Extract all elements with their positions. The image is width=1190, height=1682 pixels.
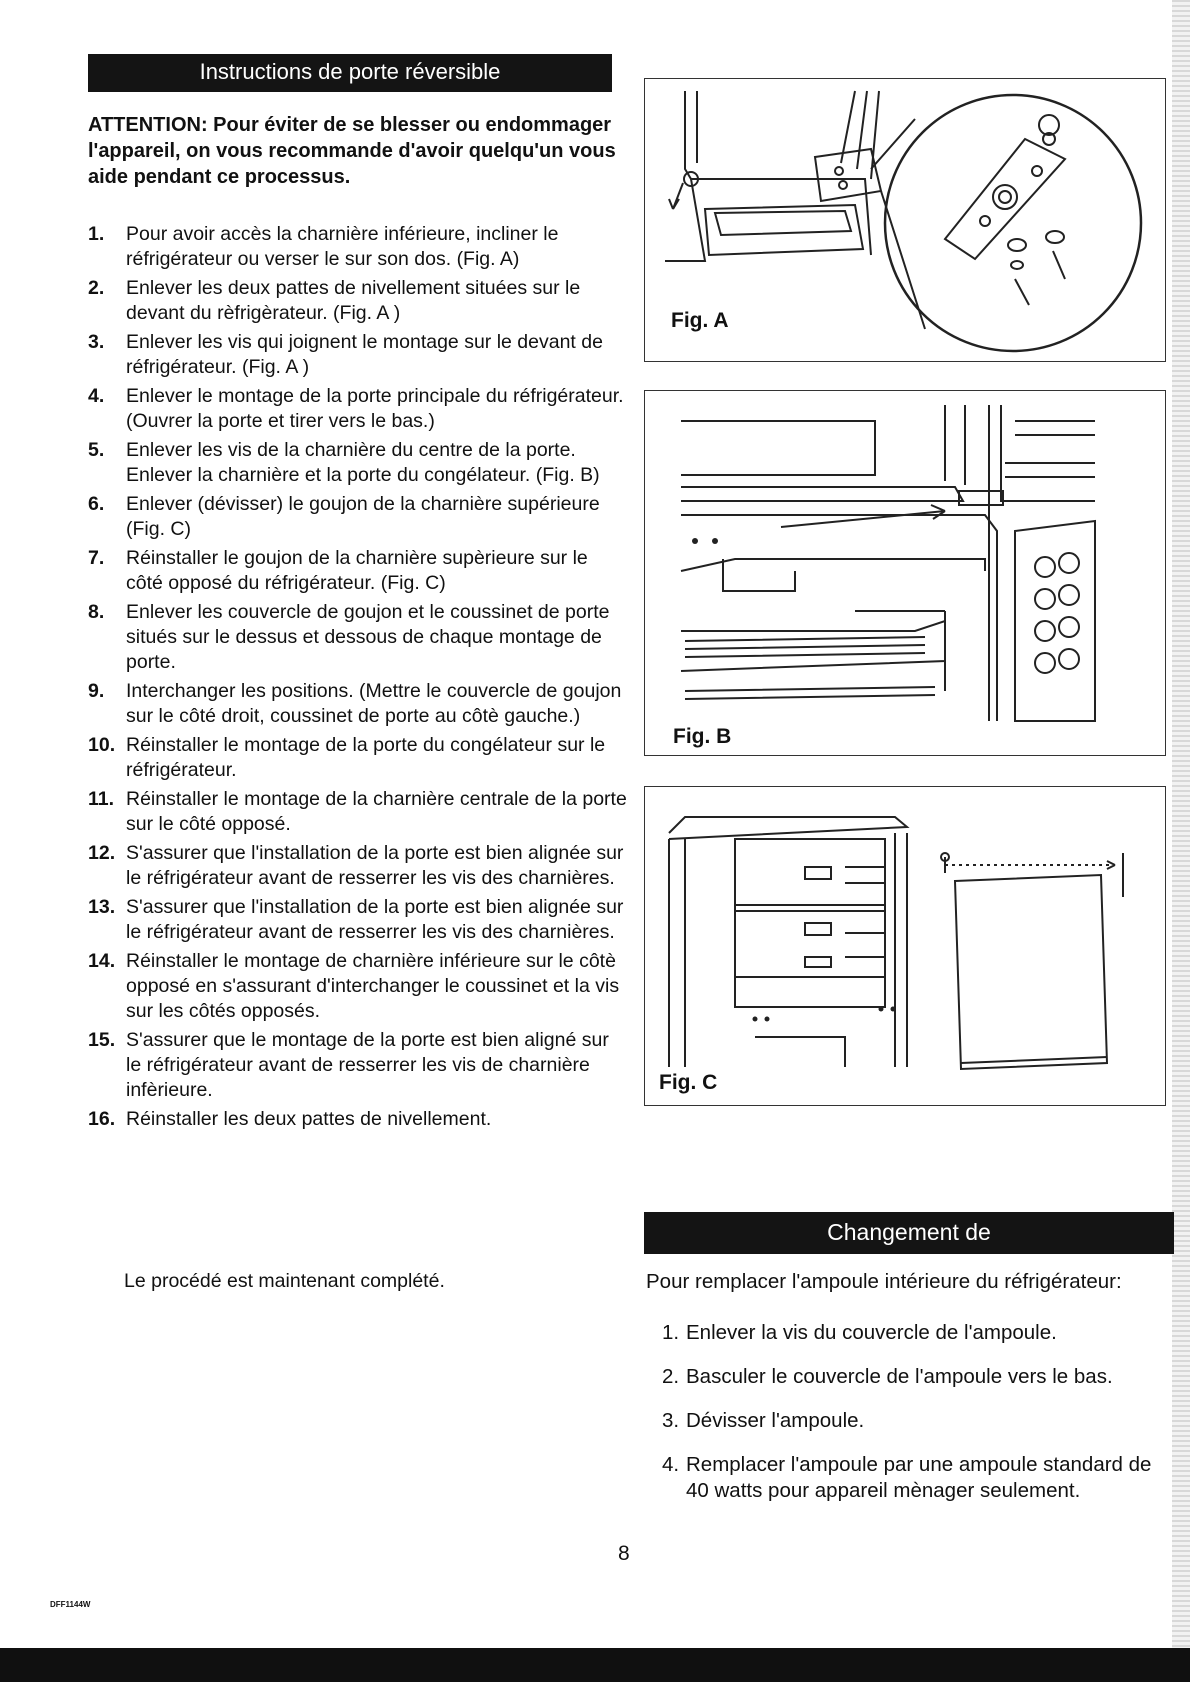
- list-item: [662, 1320, 1174, 1346]
- list-item: [88, 733, 628, 783]
- step-text: Enlever le montage de la porte principale du réfrigérateur. (Ouvrer la porte et tirer vers le bas.): [126, 385, 624, 432]
- list-item: [88, 438, 628, 488]
- list-item: [662, 1408, 1174, 1434]
- step-text: S'assurer que le montage de la porte est bien aligné sur le réfrigérateur avant de resserrer les vis de charnière infèrieure.: [126, 1029, 609, 1101]
- bulb-steps-list: [662, 1320, 1174, 1522]
- figure-a: [644, 78, 1166, 362]
- list-item: [88, 600, 628, 675]
- section-header-bulb: Changement de: [644, 1212, 1174, 1254]
- bulb-intro: Pour remplacer l'ampoule intérieure du réfrigérateur:: [646, 1270, 1122, 1293]
- step-number: 8.: [88, 601, 105, 623]
- page-number: 8: [618, 1542, 630, 1565]
- list-item: [88, 1028, 628, 1103]
- step-number: 9.: [88, 680, 105, 702]
- step-number: 16.: [88, 1108, 116, 1130]
- list-item: [662, 1364, 1174, 1390]
- list-item: [88, 1107, 628, 1132]
- step-number: 10.: [88, 734, 116, 756]
- list-item: [88, 546, 628, 596]
- step-text: Enlever les vis de la charnière du centre de la porte. Enlever la charnière et la porte du congélateur. (Fig. B): [126, 439, 600, 486]
- step-number: 5.: [88, 439, 105, 461]
- list-item: [88, 276, 628, 326]
- section-header-reversible-door: Instructions de porte réversible: [88, 54, 612, 92]
- step-number: 7.: [88, 547, 105, 569]
- step-number: 3.: [662, 1409, 680, 1432]
- list-item: [88, 787, 628, 837]
- step-text: Enlever la vis du couvercle de l'ampoule.: [686, 1321, 1057, 1344]
- step-text: Enlever les deux pattes de nivellement situées sur le devant du rèfrigèrateur. (Fig. A ): [126, 277, 581, 324]
- step-text: Réinstaller les deux pattes de nivellement.: [126, 1108, 492, 1130]
- step-number: 1.: [88, 223, 105, 245]
- step-text: Enlever les couvercle de goujon et le coussinet de porte situés sur le dessus et dessous de chaque montage de porte.: [126, 601, 610, 673]
- step-text: S'assurer que l'installation de la porte est bien alignée sur le réfrigérateur avant de resserrer les vis des charnières.: [126, 896, 624, 943]
- door-steps-list: [88, 222, 628, 1136]
- list-item: [88, 679, 628, 729]
- completion-note: Le procédé est maintenant complété.: [124, 1270, 445, 1292]
- list-item: [88, 895, 628, 945]
- step-text: Réinstaller le goujon de la charnière supèrieure sur le côté opposé du réfrigérateur. (Fig. C): [126, 547, 588, 594]
- step-text: S'assurer que l'installation de la porte est bien alignée sur le réfrigérateur avant de resserrer les vis des charnières.: [126, 842, 624, 889]
- step-number: 15.: [88, 1029, 116, 1051]
- list-item: [88, 841, 628, 891]
- step-number: 2.: [88, 277, 105, 299]
- step-number: 13.: [88, 896, 116, 918]
- step-text: Pour avoir accès la charnière inférieure, incliner le réfrigérateur ou verser le sur son dos. (Fig. A): [126, 223, 559, 270]
- step-number: 6.: [88, 493, 105, 515]
- list-item: [88, 492, 628, 542]
- step-text: Enlever (dévisser) le goujon de la charnière supérieure (Fig. C): [126, 493, 600, 540]
- list-item: [88, 330, 628, 380]
- figure-b-drawing: [645, 391, 1165, 755]
- step-text: Remplacer l'ampoule par une ampoule standard de 40 watts pour appareil mènager seulement.: [686, 1453, 1152, 1502]
- figure-a-label: Fig. A: [671, 309, 729, 332]
- step-text: Enlever les vis qui joignent le montage sur le devant de réfrigérateur. (Fig. A ): [126, 331, 603, 378]
- list-item: [88, 222, 628, 272]
- figure-c-drawing: [645, 787, 1165, 1105]
- step-number: 2.: [662, 1365, 680, 1388]
- figure-b: [644, 390, 1166, 756]
- figure-b-label: Fig. B: [673, 725, 732, 748]
- step-text: Réinstaller le montage de la porte du congélateur sur le réfrigérateur.: [126, 734, 606, 781]
- step-number: 1.: [662, 1321, 680, 1344]
- step-number: 4.: [662, 1453, 680, 1476]
- attention-warning: ATTENTION: Pour éviter de se blesser ou endommager l'appareil, on vous recommande d'avoir quelqu'un vous aide pendant ce processus.: [88, 114, 616, 188]
- step-text: Basculer le couvercle de l'ampoule vers le bas.: [686, 1365, 1113, 1388]
- step-number: 14.: [88, 950, 116, 972]
- figure-c-label: Fig. C: [659, 1071, 718, 1094]
- step-text: Réinstaller le montage de la charnière centrale de la porte sur le côté opposé.: [126, 788, 627, 835]
- list-item: [88, 949, 628, 1024]
- step-number: 3.: [88, 331, 105, 353]
- scan-bottom-band: [0, 1648, 1190, 1682]
- model-code: DFF1144W: [50, 1600, 91, 1609]
- step-text: Dévisser l'ampoule.: [686, 1409, 865, 1432]
- step-number: 11.: [88, 788, 115, 810]
- list-item: [88, 384, 628, 434]
- figure-c: [644, 786, 1166, 1106]
- scan-edge: [1172, 0, 1190, 1682]
- step-text: Réinstaller le montage de charnière inférieure sur le côtè opposé en s'assurant d'interchanger le coussinet et la vis sur les côtés opposés.: [126, 950, 620, 1022]
- step-text: Interchanger les positions. (Mettre le couvercle de goujon sur le côté droit, coussinet de porte au côtè gauche.): [126, 680, 622, 727]
- step-number: 12.: [88, 842, 116, 864]
- list-item: [662, 1452, 1174, 1504]
- step-number: 4.: [88, 385, 105, 407]
